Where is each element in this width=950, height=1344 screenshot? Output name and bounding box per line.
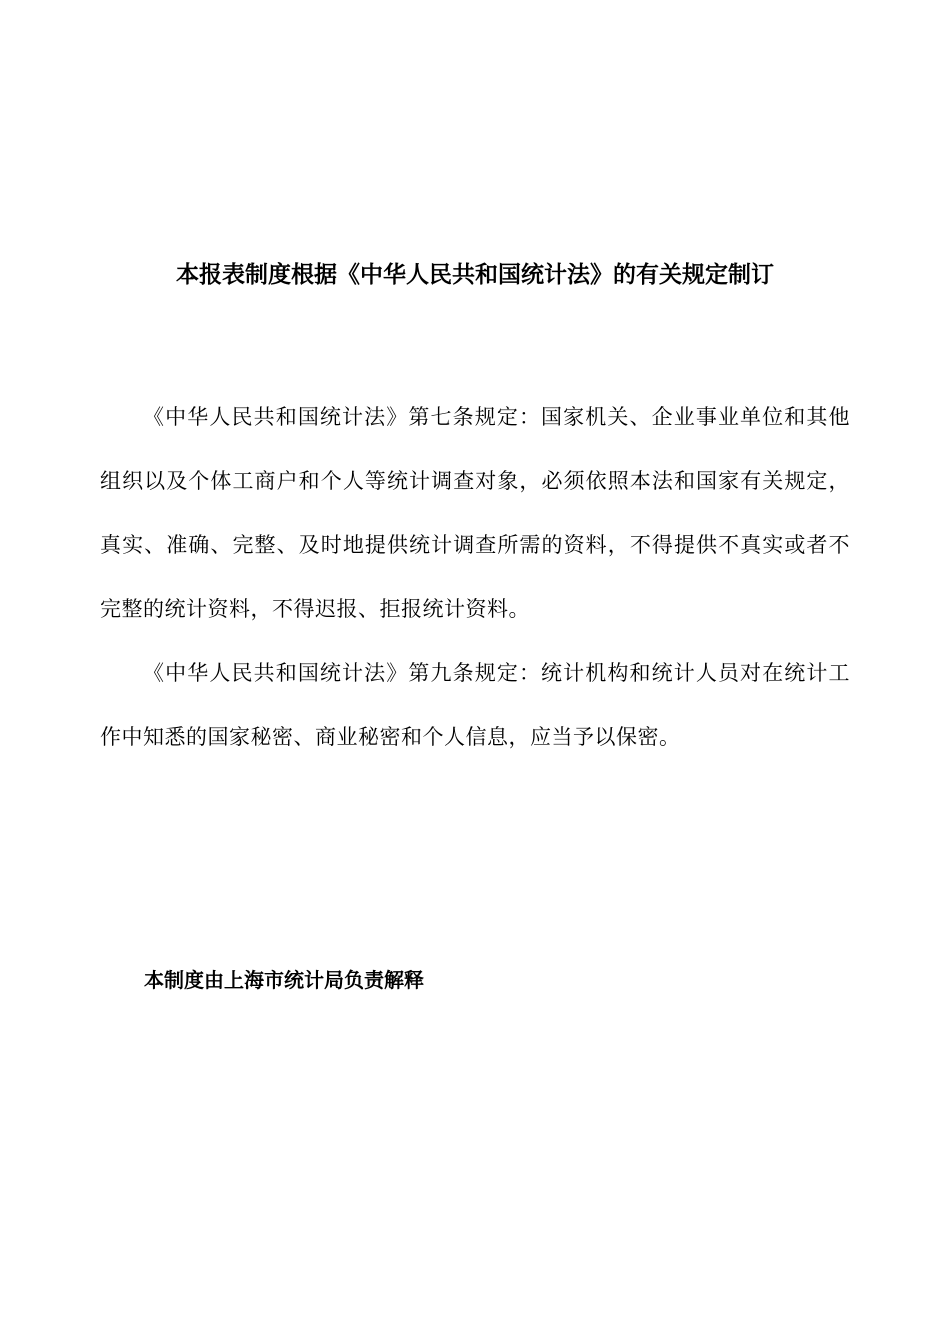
document-body [100, 385, 850, 769]
paragraph-article-7: 《中华人民共和国统计法》第七条规定：国家机关、企业事业单位和其他组织以及个体工商户和个人等统计调查对象，必须依照本法和国家有关规定，真实、准确、完整、及时地提供统计调查所需的资料，不得提供不真实或者不完整的统计资料，不得迟报、拒报统计资料。 [100, 405, 850, 621]
document-title: 本报表制度根据《中华人民共和国统计法》的有关规定制订 [176, 262, 774, 288]
paragraph-article-9: 《中华人民共和国统计法》第九条规定：统计机构和统计人员对在统计工作中知悉的国家秘密、商业秘密和个人信息，应当予以保密。 [100, 661, 850, 749]
interpretation-note: 本制度由上海市统计局负责解释 [144, 968, 424, 992]
